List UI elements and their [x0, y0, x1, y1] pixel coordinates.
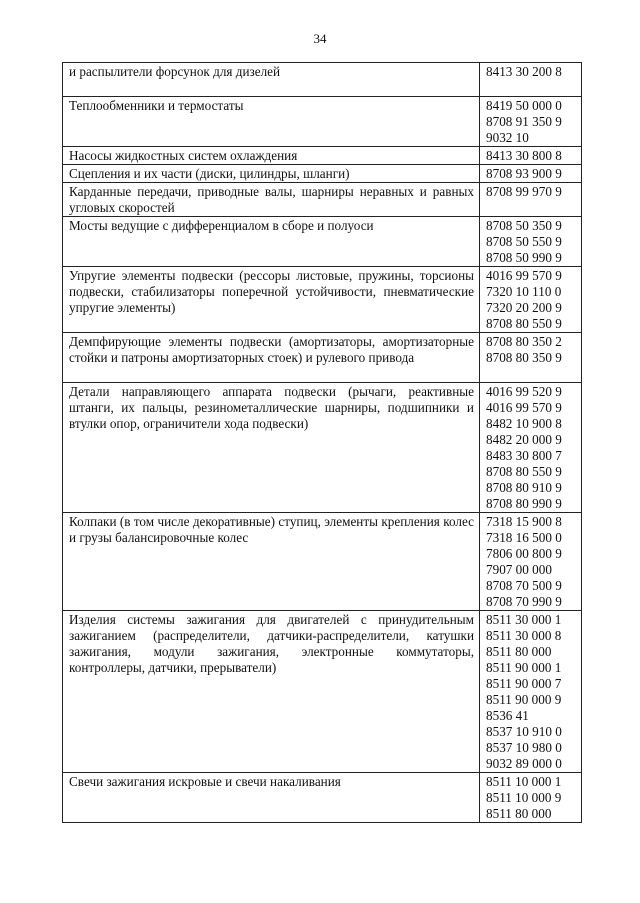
tnved-code: 8511 80 000 — [486, 644, 552, 659]
tnved-code: 8511 80 000 — [486, 806, 552, 821]
tnved-code: 7320 20 200 9 — [486, 300, 562, 315]
table-row — [63, 183, 582, 217]
tnved-code: 8708 50 550 9 — [486, 234, 562, 249]
tnved-code: 8537 10 910 0 — [486, 724, 562, 739]
code-cell — [480, 611, 582, 773]
tnved-code: 4016 99 520 9 — [486, 384, 562, 399]
tnved-code: 9032 89 000 0 — [486, 756, 562, 771]
item-description: Свечи зажигания искровые и свечи накаливания — [63, 773, 480, 823]
item-description: Насосы жидкостных систем охлаждения — [63, 147, 480, 165]
code-cell — [480, 773, 582, 823]
tnved-code: 8511 90 000 7 — [486, 676, 562, 691]
tnved-code — [486, 366, 576, 382]
item-description: Мосты ведущие с дифференциалом в сборе и полуоси — [63, 217, 480, 267]
tnved-code: 9032 10 — [486, 130, 529, 145]
item-description: Упругие элементы подвески (рессоры листовые, пружины, торсионы подвески, стабилизаторы поперечной устойчивости, пневматические упругие элементы) — [63, 267, 480, 333]
tnved-code: 8708 91 350 9 — [486, 114, 562, 129]
table-row — [63, 63, 582, 97]
tnved-code: 8482 10 900 8 — [486, 416, 562, 431]
tnved-code: 8413 30 200 8 — [486, 64, 562, 79]
tnved-code: 8511 30 000 1 — [486, 612, 562, 627]
code-cell — [480, 63, 582, 97]
item-description: Карданные передачи, приводные валы, шарниры неравных и равных угловых скоростей — [63, 183, 480, 217]
table-row — [63, 611, 582, 773]
tariff-code-table — [62, 62, 582, 823]
item-description: Детали направляющего аппарата подвески (рычаги, реактивные штанги, их пальцы, резинометаллические шарниры, подшипники и втулки опор, ограничители хода подвески) — [63, 383, 480, 513]
item-description: Теплообменники и термостаты — [63, 97, 480, 147]
code-cell — [480, 147, 582, 165]
table-row — [63, 165, 582, 183]
code-cell — [480, 165, 582, 183]
code-cell — [480, 217, 582, 267]
item-description: Демпфирующие элементы подвески (амортизаторы, амортизаторные стойки и патроны амортизаторных стоек) и рулевого привода — [63, 333, 480, 383]
table-body — [63, 63, 582, 823]
table-row — [63, 383, 582, 513]
tnved-code: 8708 80 910 9 — [486, 480, 562, 495]
tnved-code: 8483 30 800 7 — [486, 448, 562, 463]
tnved-code: 8536 41 — [486, 708, 529, 723]
tnved-code: 8708 50 990 9 — [486, 250, 562, 265]
tnved-code — [486, 80, 576, 96]
table-row — [63, 513, 582, 611]
tnved-code: 7318 15 900 8 — [486, 514, 562, 529]
code-cell — [480, 513, 582, 611]
table-row — [63, 267, 582, 333]
code-cell — [480, 183, 582, 217]
code-cell — [480, 383, 582, 513]
tnved-code: 8511 10 000 9 — [486, 790, 562, 805]
tnved-code: 8511 90 000 1 — [486, 660, 562, 675]
tnved-code: 8708 80 350 9 — [486, 350, 562, 365]
tnved-code: 8708 93 900 9 — [486, 166, 562, 181]
table-row — [63, 333, 582, 383]
tnved-code: 8419 50 000 0 — [486, 98, 562, 113]
tnved-code: 8413 30 800 8 — [486, 148, 562, 163]
tnved-code: 8708 70 990 9 — [486, 594, 562, 609]
tnved-code: 7806 00 800 9 — [486, 546, 562, 561]
tnved-code: 8511 30 000 8 — [486, 628, 562, 643]
item-description: Колпаки (в том числе декоративные) ступиц, элементы крепления колес и грузы балансировочные колес — [63, 513, 480, 611]
table-row — [63, 773, 582, 823]
tnved-code: 4016 99 570 9 — [486, 268, 562, 283]
page-number: 34 — [313, 31, 327, 46]
tnved-code: 8708 50 350 9 — [486, 218, 562, 233]
item-description: Сцепления и их части (диски, цилиндры, шланги) — [63, 165, 480, 183]
table-row — [63, 147, 582, 165]
tnved-code: 8511 10 000 1 — [486, 774, 562, 789]
tnved-code: 8708 80 990 9 — [486, 496, 562, 511]
table-row — [63, 97, 582, 147]
tnved-code: 8708 80 550 9 — [486, 316, 562, 331]
tnved-code: 8482 20 000 9 — [486, 432, 562, 447]
tnved-code: 8537 10 980 0 — [486, 740, 562, 755]
tnved-code: 7907 00 000 — [486, 562, 552, 577]
tnved-code: 8708 70 500 9 — [486, 578, 562, 593]
table-row — [63, 217, 582, 267]
item-description: и распылители форсунок для дизелей — [63, 63, 480, 97]
tnved-code: 8511 90 000 9 — [486, 692, 562, 707]
tnved-code: 7318 16 500 0 — [486, 530, 562, 545]
tnved-code: 8708 80 550 9 — [486, 464, 562, 479]
tnved-code: 8708 80 350 2 — [486, 334, 562, 349]
code-cell — [480, 267, 582, 333]
tnved-code: 4016 99 570 9 — [486, 400, 562, 415]
code-cell — [480, 97, 582, 147]
tnved-code: 7320 10 110 0 — [486, 284, 562, 299]
tnved-code: 8708 99 970 9 — [486, 184, 562, 199]
item-description: Изделия системы зажигания для двигателей с принудительным зажиганием (распределители, датчики-распределители, катушки зажигания, модули зажигания, электронные коммутаторы, контроллеры, датчики, прерыватели) — [63, 611, 480, 773]
tnved-code — [486, 200, 576, 216]
code-cell — [480, 333, 582, 383]
